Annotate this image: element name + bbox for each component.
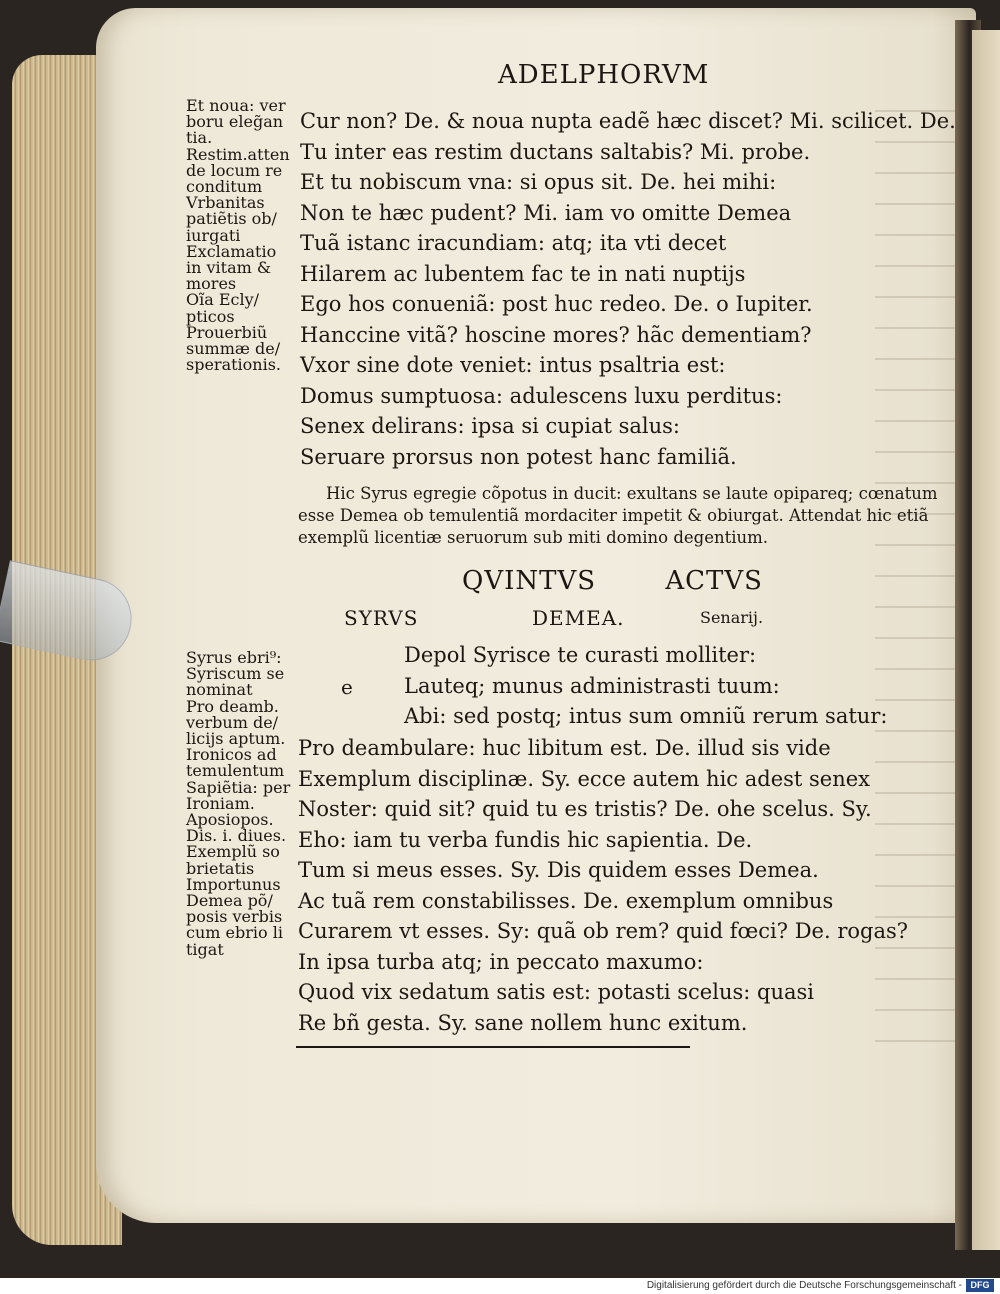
margin-note: pticos	[186, 306, 235, 326]
right-page-edge	[972, 30, 1000, 1250]
signature-marker: e	[341, 675, 353, 699]
verse-line: Depol Syrisce te curasti molliter:	[404, 643, 757, 667]
verse-line: Ego hos conueniã: post huc redeo. De. o Iupiter.	[300, 292, 813, 316]
margin-note: Ironicos ad	[186, 745, 277, 765]
margin-note: Oĩa Ecly/	[186, 290, 260, 310]
margin-note: Ironiam.	[186, 793, 255, 813]
margin-note: mores	[186, 274, 237, 294]
margin-note: patiẽtis ob/	[186, 209, 277, 229]
margin-note: conditum	[186, 177, 263, 197]
verse-block-bottom	[298, 733, 908, 1038]
verse-line: Abi: sed postq; intus sum omniũ rerum satur:	[404, 704, 888, 728]
margin-note: Dis. i. diues.	[186, 826, 287, 846]
meter-label: Senarij.	[700, 608, 764, 627]
verse-block-indented	[404, 640, 887, 732]
dfg-logo-icon: DFG	[966, 1279, 994, 1292]
margin-note: Exemplũ so	[186, 842, 280, 862]
margin-note: Sapiẽtia: per	[186, 777, 291, 797]
margin-note: Syrus ebri⁹:	[186, 648, 282, 667]
verse-line: Hilarem ac lubentem fac te in nati nuptijs	[300, 261, 746, 286]
footer-bar	[0, 1278, 1000, 1294]
margin-notes-top	[186, 98, 294, 373]
margin-note: Restim.atten	[186, 144, 290, 164]
closing-rule	[296, 1046, 690, 1048]
verse-block-top	[300, 106, 956, 472]
margin-note: de locum re	[186, 160, 283, 180]
act-word: ACTVS	[665, 566, 763, 596]
verse-line: Seruare prorsus non potest hanc familiã.	[300, 444, 737, 469]
margin-note: nominat	[186, 680, 253, 700]
margin-notes-bottom	[186, 650, 294, 958]
margin-note: tigat	[186, 939, 224, 959]
margin-note: Importunus	[186, 874, 281, 894]
margin-note: licijs aptum.	[186, 729, 286, 749]
margin-note: verbum de/	[186, 712, 279, 732]
margin-note: Pro deamb.	[186, 696, 279, 716]
margin-note: Aposiopos.	[186, 810, 274, 830]
margin-note: Syriscum se	[186, 664, 285, 684]
margin-note: sperationis.	[186, 355, 282, 375]
verse-line: Quod vix sedatum satis est: potasti scelus: quasi	[298, 980, 814, 1004]
verse-line: Vxor sine dote veniet: intus psaltria est:	[300, 353, 726, 377]
prose-line: Hic Syrus egregie cõpotus in ducit: exultans se laute opipareq; cœnatum	[326, 484, 938, 503]
verse-line: Curarem vt esses. Sy: quã ob rem? quid fœci? De. rogas?	[298, 919, 909, 943]
act-number: QVINTVS	[462, 566, 597, 596]
speaker-name: SYRVS	[344, 606, 419, 630]
margin-note: brietatis	[186, 858, 255, 878]
verse-line: Tuã istanc iracundiam: atq; ita vti decet	[300, 231, 727, 255]
verse-line: Eho: iam tu verba fundis hic sapientia. De.	[298, 827, 753, 852]
verse-line: Re bñ gesta. Sy. sane nollem hunc exitum.	[298, 1010, 748, 1035]
verse-line: Lauteq; munus administrasti tuum:	[404, 673, 780, 698]
margin-note: iurgati	[186, 225, 241, 245]
verse-line: Non te hæc pudent? Mi. iam vo omitte Demea	[300, 200, 792, 225]
argument-paragraph	[298, 483, 946, 549]
margin-note: Prouerbiũ	[186, 322, 268, 342]
running-header: ADELPHORVM	[498, 60, 710, 90]
margin-note: Vrbanitas	[186, 193, 265, 213]
margin-note: in vitam &	[186, 258, 272, 278]
margin-note: cum ebrio li	[186, 923, 283, 943]
act-heading	[462, 566, 763, 596]
margin-note: temulentum	[186, 761, 285, 781]
speaker-name: DEMEA.	[532, 606, 625, 630]
verse-line: Noster: quid sit? quid tu es tristis? De. ohe scelus. Sy.	[298, 797, 872, 821]
verse-line: Et tu nobiscum vna: si opus sit. De. hei mihi:	[300, 170, 777, 194]
verse-line: Exemplum disciplinæ. Sy. ecce autem hic adest senex	[298, 766, 871, 791]
verse-line: Senex delirans: ipsa si cupiat salus:	[300, 414, 680, 438]
margin-note: tia.	[186, 128, 213, 148]
margin-note: boru eleg̃an	[186, 112, 284, 132]
verse-line: Hanccine vitã? hoscine mores? hãc dementiam?	[300, 322, 812, 347]
verse-line: Ac tuã rem constabilisses. De. exemplum omnibus	[298, 888, 834, 913]
verse-line: Cur non? De. & noua nupta eadẽ hæc discet? Mi. scilicet. De.	[300, 109, 956, 133]
funding-credit: Digitalisierung gefördert durch die Deutsche Forschungsgemeinschaft -	[646, 1280, 962, 1291]
verse-line: Pro deambulare: huc libitum est. De. illud sis vide	[298, 736, 831, 760]
margin-note: posis verbis	[186, 907, 283, 927]
verse-line: Tum si meus esses. Sy. Dis quidem esses Demea.	[298, 858, 819, 882]
margin-note: Et noua: ver	[186, 96, 286, 115]
margin-note: Exclamatio	[186, 241, 277, 261]
verse-line: In ipsa turba atq; in peccato maxumo:	[298, 949, 704, 974]
verse-line: Tu inter eas restim ductans saltabis? Mi. probe.	[300, 139, 811, 164]
prose-line: exemplũ licentiæ seruorum sub miti domino degentium.	[298, 528, 769, 547]
margin-note: summæ de/	[186, 339, 281, 359]
verse-line: Domus sumptuosa: adulescens luxu perditus:	[300, 383, 783, 408]
prose-line: esse Demea ob temulentiã mordaciter impetit & obiurgat. Attendat hic etiã	[298, 506, 929, 525]
margin-note: Demea põ/	[186, 891, 273, 911]
